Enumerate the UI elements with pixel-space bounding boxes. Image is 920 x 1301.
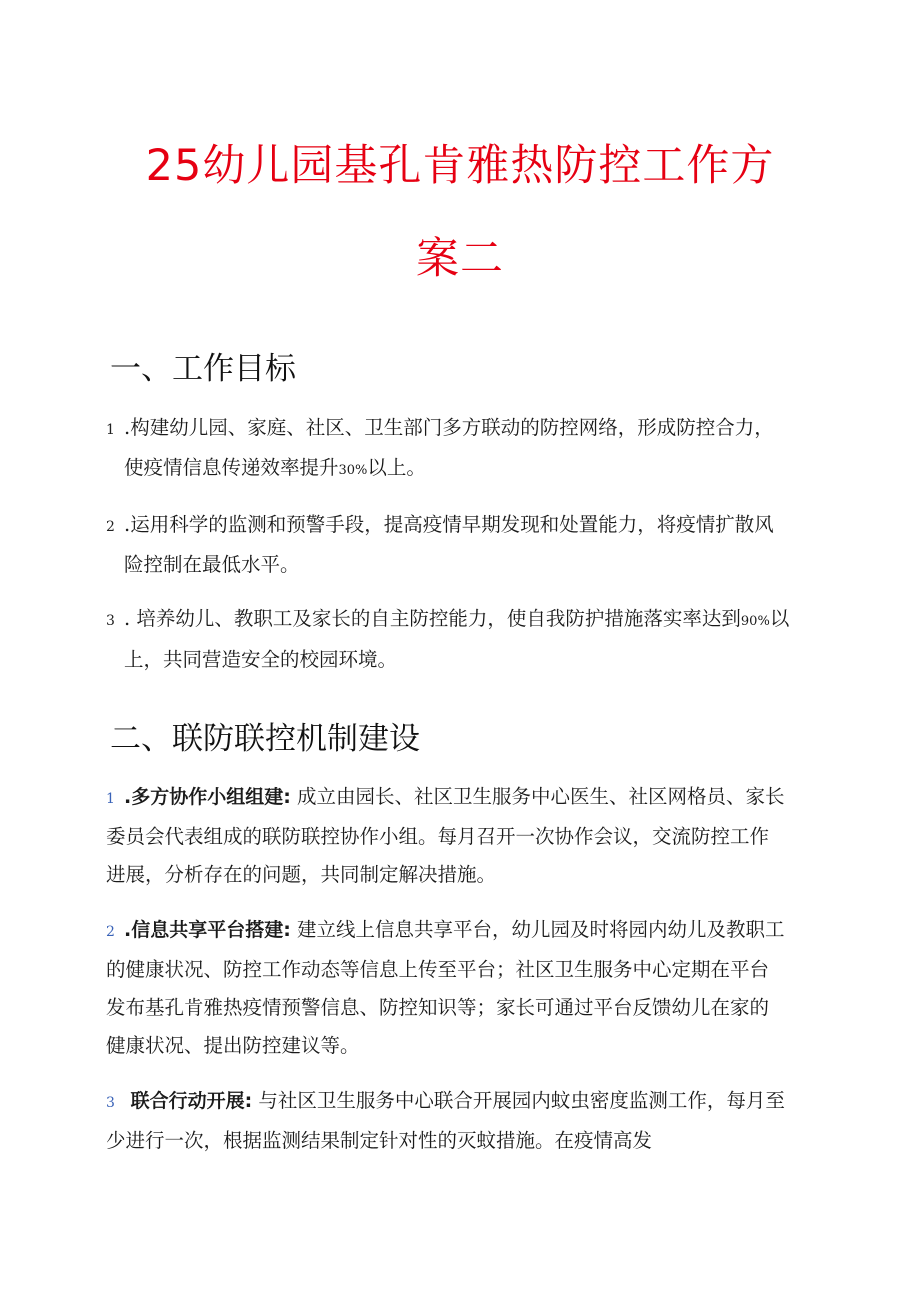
item-text-segment: 以: [769, 607, 790, 630]
item-text-continuation: 上，共同营造安全的校园环境。: [124, 648, 398, 671]
item-text-line: 成立由园长、社区卫生服务中心医生、社区网格员、家长: [290, 785, 785, 808]
section-heading-mechanism: 二、联防联控机制建设: [110, 721, 420, 757]
item-number: 2: [106, 924, 115, 940]
item-lead: .信息共享平台搭建:: [124, 919, 291, 941]
item-lead: .多方协作小组组建:: [124, 786, 291, 808]
item-text-line: .运用科学的监测和预警手段，提高疫情早期发现和处置能力，将疫情扩散风: [124, 513, 774, 536]
item-text-continuation: 进展，分析存在的问题，共同制定解决措施。: [106, 863, 497, 886]
item-text-continuation: 委员会代表组成的联防联控协作小组。每月召开一次协作会议，交流防控工作: [106, 825, 770, 848]
item-number: 3: [106, 1095, 115, 1111]
list-item: [106, 1082, 812, 1160]
item-text-segment: . 培养幼儿、教职工及家长的自主防控能力，使自我防护措施落实率达到: [124, 607, 741, 630]
item-number: 3: [106, 613, 115, 629]
item-text-continuation: 的健康状况、防控工作动态等信息上传至平台；社区卫生服务中心定期在平台: [106, 958, 770, 981]
item-text-line: .构建幼儿园、家庭、社区、卫生部门多方联动的防控网络，形成防控合力，: [124, 416, 774, 439]
list-item: [106, 911, 812, 1065]
item-number: 1: [106, 422, 115, 438]
item-text-continuation: 发布基孔肯雅热疫情预警信息、防控知识等；家长可通过平台反馈幼儿在家的: [106, 996, 770, 1019]
item-lead: 联合行动开展:: [124, 1090, 253, 1112]
item-text-continuation: [106, 449, 812, 490]
item-percentage: 30%: [338, 463, 368, 478]
item-text-continuation: 少进行一次，根据监测结果制定针对性的灭蚊措施。在疫情高发: [106, 1129, 653, 1152]
item-text-continuation: 险控制在最低水平。: [124, 553, 300, 576]
section-heading-goals: 一、工作目标: [110, 351, 296, 387]
item-text-line: 与社区卫生服务中心联合开展园内蚊虫密度监测工作，每月至: [252, 1089, 785, 1112]
item-number: 2: [106, 519, 115, 535]
item-text-segment: 使疫情信息传递效率提升: [124, 456, 339, 479]
list-item: [106, 506, 812, 584]
goals-list: [106, 409, 812, 679]
item-text-line: 建立线上信息共享平台，幼儿园及时将园内幼儿及教职工: [290, 918, 785, 941]
mechanism-list: [106, 778, 812, 1160]
item-number: 1: [106, 791, 115, 807]
list-item: [106, 409, 812, 490]
item-text-segment: 以上。: [367, 456, 426, 479]
list-item: [106, 778, 812, 894]
item-text-continuation: 健康状况、提出防控建议等。: [106, 1034, 360, 1057]
list-item: [106, 600, 812, 679]
document-title-line-1: 25幼儿园基孔肯雅热防控工作方: [145, 141, 775, 191]
document-title-line-2: 案二: [416, 234, 504, 284]
item-percentage: 90%: [740, 614, 770, 629]
